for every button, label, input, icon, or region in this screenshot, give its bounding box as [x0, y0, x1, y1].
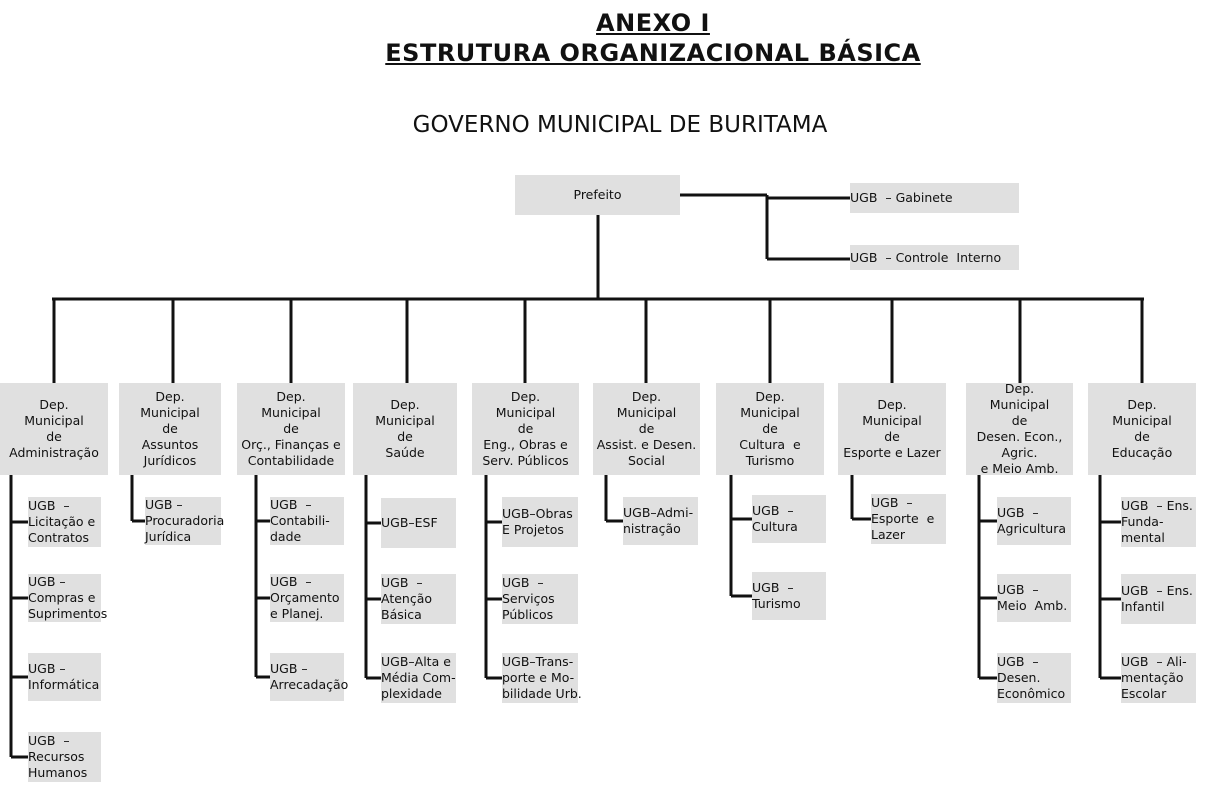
- unit-label-line: UGB –: [502, 575, 544, 590]
- unit-box: [752, 495, 826, 543]
- department-label-line: Municipal: [375, 413, 435, 428]
- unit-label-line: UGB –: [270, 574, 312, 589]
- department-label-line: Eng., Obras e: [483, 437, 568, 452]
- department-box: [237, 383, 345, 475]
- gabinete-label: UGB – Gabinete: [850, 190, 953, 205]
- unit-label-line: plexidade: [381, 686, 442, 701]
- unit-label-line: UGB –: [752, 503, 794, 518]
- department-label-line: Orç., Finanças e: [241, 437, 341, 452]
- unit-box: [502, 653, 582, 703]
- department-label-line: Jurídicos: [143, 453, 197, 468]
- department-box: [0, 383, 108, 475]
- department-label-line: Dep.: [510, 389, 541, 404]
- unit-label-line: UGB –: [28, 498, 70, 513]
- unit-label-line: Lazer: [871, 527, 906, 542]
- department-label-line: Municipal: [261, 405, 321, 420]
- department-label-line: Dep.: [755, 389, 785, 404]
- unit-label-line: UGB–Trans-: [502, 654, 574, 669]
- unit-label-line: UGB –: [997, 505, 1039, 520]
- unit-label-line: mental: [1121, 530, 1165, 545]
- unit-label-line: Média Com-: [381, 670, 456, 685]
- unit-label-line: UGB –: [871, 495, 913, 510]
- unit-label-line: UGB–Admi-: [623, 505, 694, 520]
- unit-label-line: Escolar: [1121, 686, 1167, 701]
- unit-label-line: Informática: [28, 677, 100, 692]
- unit-box: [270, 497, 344, 545]
- department-label-line: Desen. Econ.,: [976, 429, 1063, 444]
- unit-label-line: UGB –: [28, 574, 66, 589]
- unit-label-line: Esporte e: [871, 511, 935, 526]
- unit-box: [381, 574, 456, 624]
- unit-label-line: mentação: [1121, 670, 1184, 685]
- unit-label-line: Orçamento: [270, 590, 340, 605]
- department-box: [716, 383, 824, 475]
- unit-label-line: Contratos: [28, 530, 90, 545]
- unit-label-line: Cultura: [752, 519, 798, 534]
- department-label-line: Administração: [9, 445, 99, 460]
- department-label-line: de: [1011, 413, 1028, 428]
- unit-label-line: UGB –: [28, 733, 70, 748]
- department-label-line: Dep.: [631, 389, 662, 404]
- department-label-line: de: [162, 421, 178, 436]
- department-label-line: e Meio Amb.: [980, 461, 1059, 476]
- unit-label-line: UGB –: [997, 654, 1039, 669]
- department-label-line: Agric.: [1001, 445, 1038, 460]
- department-label-line: de: [397, 429, 413, 444]
- prefeito-label: Prefeito: [573, 187, 622, 202]
- department-box: [353, 383, 457, 475]
- unit-box: [502, 574, 578, 624]
- controle-interno-box: [850, 245, 1019, 270]
- controle-interno-label: UGB – Controle Interno: [850, 249, 1002, 265]
- department-box: [593, 383, 700, 475]
- unit-label-line: UGB – Ali-: [1121, 654, 1187, 669]
- department-label-line: Social: [627, 453, 666, 468]
- unit-label-line: UGB –: [270, 497, 312, 512]
- unit-box: [28, 732, 101, 782]
- unit-box: [381, 498, 456, 548]
- department-box: [472, 383, 579, 475]
- department-label-line: Municipal: [140, 405, 200, 420]
- department-label-line: de: [1134, 429, 1150, 444]
- unit-label-line: UGB –: [997, 582, 1039, 597]
- department-label-line: Dep.: [39, 397, 69, 412]
- unit-label-line: Procuradoria: [145, 513, 225, 528]
- unit-box: [28, 574, 108, 622]
- department-box: [838, 383, 946, 475]
- unit-box: [270, 574, 344, 622]
- unit-label-line: E Projetos: [502, 522, 564, 537]
- unit-label-line: Públicos: [502, 607, 554, 622]
- department-label-line: Dep.: [877, 397, 907, 412]
- unit-label-line: Desen.: [997, 670, 1041, 685]
- unit-label-line: UGB – Ens.: [1121, 498, 1193, 513]
- unit-label-line: Econômico: [997, 686, 1066, 701]
- unit-box: [28, 497, 101, 547]
- department-label-line: de: [638, 421, 655, 436]
- department-label-line: de: [517, 421, 534, 436]
- unit-label-line: UGB –: [145, 497, 183, 512]
- annex-title: ANEXO I: [596, 9, 710, 37]
- unit-label-line: bilidade Urb.: [502, 686, 582, 701]
- unit-label-line: Recursos: [28, 749, 85, 764]
- department-label-line: Cultura e: [739, 437, 801, 452]
- department-label-line: Assuntos: [141, 437, 199, 452]
- unit-label-line: UGB –: [752, 580, 794, 595]
- unit-box: [997, 653, 1071, 703]
- department-label-line: Dep.: [276, 389, 306, 404]
- unit-label-line: Contabili-: [270, 513, 330, 528]
- department-label-line: Esporte e Lazer: [843, 445, 941, 460]
- unit-label-line: Meio Amb.: [997, 598, 1068, 613]
- unit-label-line: e Planej.: [270, 606, 324, 621]
- gabinete-box: [850, 183, 1019, 213]
- unit-box: [871, 494, 946, 544]
- department-label-line: Dep.: [155, 389, 185, 404]
- department-label-line: Dep.: [1127, 397, 1157, 412]
- unit-box: [752, 572, 826, 620]
- unit-label-line: Licitação e: [28, 514, 96, 529]
- department-label-line: Municipal: [616, 405, 677, 420]
- unit-label-line: Turismo: [752, 596, 801, 611]
- unit-box: [381, 653, 456, 703]
- department-label-line: Assist. e Desen.: [596, 437, 697, 452]
- unit-label-line: UGB–Alta e: [381, 654, 451, 669]
- structure-title: ESTRUTURA ORGANIZACIONAL BÁSICA: [385, 39, 921, 67]
- department-box: [119, 383, 221, 475]
- unit-label-line: nistração: [623, 521, 681, 536]
- department-label-line: Educação: [1111, 445, 1173, 460]
- unit-box: [1121, 497, 1196, 547]
- unit-label-line: Compras e: [28, 590, 96, 605]
- unit-label-line: Funda-: [1121, 514, 1164, 529]
- department-label-line: Saúde: [385, 445, 425, 460]
- department-label-line: de: [884, 429, 900, 444]
- unit-label-line: Humanos: [28, 765, 88, 780]
- department-label-line: de: [46, 429, 62, 444]
- department-label-line: Dep.: [1004, 381, 1035, 396]
- unit-box: [145, 497, 225, 545]
- department-box: [966, 383, 1073, 475]
- unit-label-line: dade: [270, 529, 302, 544]
- department-label-line: Municipal: [1112, 413, 1172, 428]
- unit-box: [997, 574, 1071, 622]
- department-label-line: Municipal: [495, 405, 556, 420]
- department-label-line: Serv. Públicos: [482, 453, 569, 468]
- department-label-line: Contabilidade: [247, 453, 335, 468]
- unit-box: [623, 497, 698, 545]
- unit-label-line: Suprimentos: [28, 606, 108, 621]
- unit-label-line: Jurídica: [145, 529, 192, 544]
- department-label-line: Municipal: [740, 405, 800, 420]
- unit-label-line: UGB –: [270, 661, 308, 676]
- unit-label-line: porte e Mo-: [502, 670, 575, 685]
- department-label-line: Municipal: [989, 397, 1050, 412]
- unit-label-line: Serviços: [502, 591, 555, 606]
- unit-label-line: Básica: [381, 607, 422, 622]
- department-label-line: Municipal: [24, 413, 84, 428]
- unit-label-line: UGB–Obras: [502, 506, 573, 521]
- department-label-line: Dep.: [390, 397, 420, 412]
- unit-label-line: Arrecadação: [270, 677, 349, 692]
- unit-box: [502, 497, 578, 547]
- unit-box: [997, 497, 1071, 545]
- department-label-line: de: [762, 421, 778, 436]
- unit-box: [28, 653, 101, 701]
- unit-label-line: UGB –: [381, 575, 423, 590]
- department-label-line: Municipal: [862, 413, 922, 428]
- unit-label-line: UGB–ESF: [381, 515, 438, 530]
- unit-label-line: Atenção: [381, 591, 433, 606]
- unit-box: [1121, 653, 1196, 703]
- department-label-line: Turismo: [745, 453, 795, 468]
- unit-label-line: UGB –: [28, 661, 66, 676]
- unit-label-line: UGB – Ens.: [1121, 583, 1193, 598]
- unit-label-line: Agricultura: [997, 521, 1066, 536]
- department-box: [1088, 383, 1196, 475]
- unit-box: [270, 653, 349, 701]
- unit-box: [1121, 574, 1196, 624]
- unit-label-line: Infantil: [1121, 599, 1165, 614]
- prefeito-box: [515, 175, 680, 215]
- department-label-line: de: [283, 421, 299, 436]
- government-subtitle: GOVERNO MUNICIPAL DE BURITAMA: [412, 112, 828, 138]
